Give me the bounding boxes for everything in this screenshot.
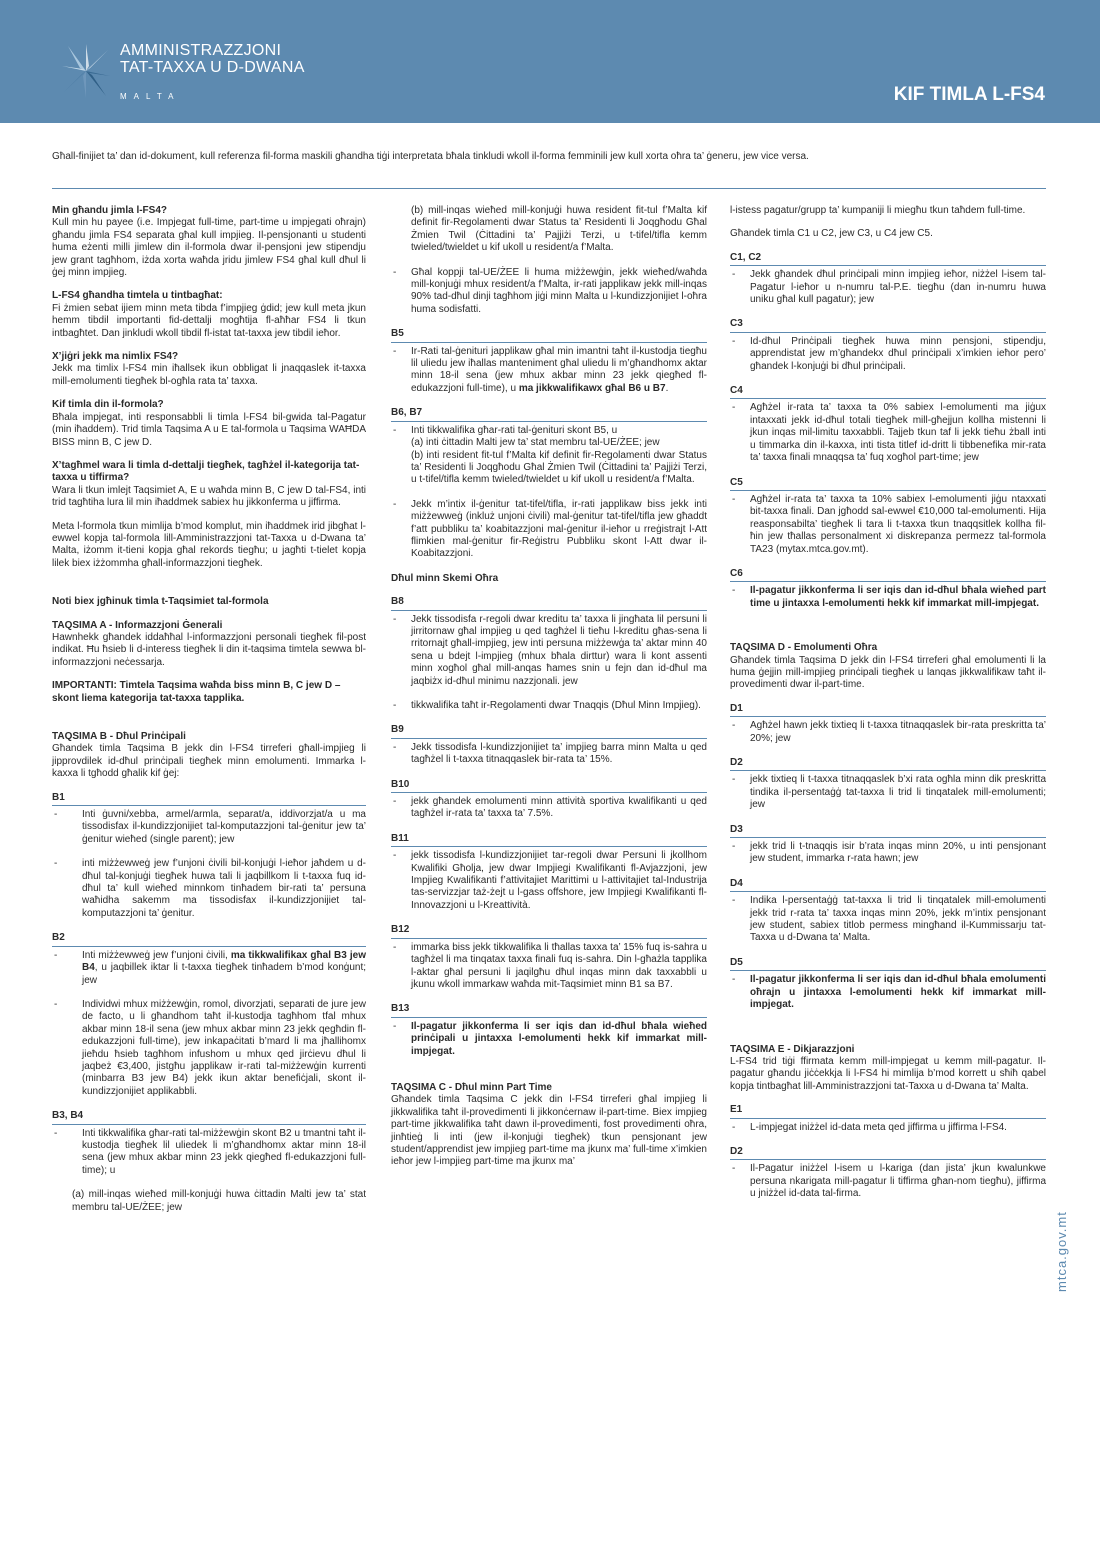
- code-d4: D4: [730, 878, 1046, 892]
- list-item: - Ir-Rati tal-ġenituri japplikaw għal min imantni taħt il-kustodja tiegħu lil uliedu jew iħallas manteniment għal uliedu li m’għandhomx aktar minn 18-il sena (jew mhux akbar minn 23 jekk qiegħed fl-edukazzjoni full-time), u ma jikkwalifikawx għal B6 u B7.: [393, 345, 707, 394]
- list-item: - Inti tikkwalifika għar-rati tal-ġenituri skont B5, u: [393, 424, 618, 436]
- sub-item: (a) inti ċittadin Malti jew ta’ stat membru tal-UE/ŻEE; jew: [411, 437, 660, 449]
- code-b5: B5: [391, 328, 707, 342]
- intro-text: Għall-finijiet ta’ dan id-dokument, kull referenza fil-forma maskili għandha tiġi interpretata bħala tinkludi wkoll il-forma femminili jew kull xorta oħra ta’ ġeneru, jew vice versa.: [52, 151, 809, 162]
- list-item: - Id-dħul Prinċipali tiegħek huwa minn pensjoni, stipendju, apprendistat jew m’għandekx dħul prinċipali x’imkien ieħor pero’ għandek l-konjuġi bi dħul prinċipali.: [732, 335, 1046, 372]
- code-b13: B13: [391, 1003, 707, 1017]
- code-e1: E1: [730, 1104, 1046, 1118]
- list-item: - Il-pagatur jikkonferma li ser iqis dan id-dħul bħala emolumenti oħrajn u jintaxxa l-emolumenti hekk kif immarkat mill-impjegat.: [732, 974, 1046, 1011]
- important-note: IMPORTANTI: Timtela Taqsima waħda biss minn B, C jew D – skont liema kategorija tat-taxxa tapplika.: [52, 680, 341, 704]
- list-item: - Il-Pagatur iniżżel l-isem u l-kariga (dan jista’ jkun kwalunkwe persuna nkarigata mill-pagatur li tiffirma għan-nom tiegħu), jiffirma u jniżżel id-data tal-firma.: [732, 1163, 1046, 1200]
- list-item: - jekk tixtieq li t-taxxa titnaqqaslek b’xi rata ogħla minn dik preskritta tindika il-persentaġġ tat-taxxa li trid li tinqatalek mill-emolumenti; jew: [732, 774, 1046, 811]
- column-2: [391, 205, 707, 1180]
- code-d5: D5: [730, 957, 1046, 971]
- question-heading: X’tagħmel wara li timla d-dettalji tiegħek, tagħżel il-kategorija tat-taxxa u tiffirma?: [52, 459, 360, 484]
- code-b11: B11: [391, 833, 707, 847]
- paragraph: Bħala impjegat, inti responsabbli li timla l-FS4 bil-gwida tal-Pagatur (min iħaddem). Trid timla Taqsima A u E tal-formola u Taqsima WAĦDA BISS minn B, C jew D.: [52, 411, 366, 448]
- code-b2: B2: [52, 932, 366, 946]
- section-d-heading: TAQSIMA D - Emolumenti Oħra: [730, 642, 878, 654]
- code-e2: D2: [730, 1146, 1046, 1160]
- question-heading: L-FS4 għandha timtela u tintbagħat:: [52, 290, 223, 302]
- list-item: - Agħżel hawn jekk tixtieq li t-taxxa titnaqqaslek bir-rata preskritta ta’ 20%; jew: [732, 720, 1046, 744]
- list-item: - Il-pagatur jikkonferma li ser iqis dan id-dħul bħala wieħed prinċipali u jintaxxa l-emolumenti hekk kif immarkat mill-impjegat.: [393, 1020, 707, 1057]
- list-item: - Jekk tissodisfa l-kundizzjonijiet ta’ impjieg barra minn Malta u qed tagħżel li t-taxxa titnaqqaslek bir-rata ta’ 15%.: [393, 741, 707, 766]
- logo-icon: [60, 42, 112, 100]
- org-line-1: AMMINISTRAZZJONI: [120, 42, 282, 59]
- column-3: [730, 205, 1046, 1213]
- code-b10: B10: [391, 779, 707, 793]
- sub-item: (a) mill-inqas wieħed mill-konjuġi huwa ċittadin Malti jew ta’ stat membru tal-UE/ŻEE; jew: [72, 1189, 366, 1213]
- code-b8: B8: [391, 596, 707, 610]
- column-1: [52, 205, 366, 1226]
- org-line-3: MALTA: [120, 92, 181, 101]
- question-heading: Kif timla din il-formola?: [52, 399, 164, 411]
- code-b12: B12: [391, 924, 707, 938]
- code-b3-b4: B3, B4: [52, 1110, 366, 1124]
- list-item: - Il-pagatur jikkonferma li ser iqis dan id-dħul bħala wieħed part time u jintaxxa l-emolumenti hekk kif immarkat mill-impjegat.: [732, 585, 1046, 609]
- paragraph: Għandek timla Taqsima B jekk din l-FS4 tirreferi għall-impjieg li jipprovdilek id-dħul prinċipali tiegħek minn emolumenti. Immarka l-kaxxa li tgħodd għalik kif ġej:: [52, 743, 366, 780]
- code-d1: D1: [730, 703, 1046, 717]
- list-item: - jekk għandek emolumenti minn attività sportiva kwalifikanti u qed tagħżel ir-rata ta’ taxxa ta’ 7.5%.: [393, 796, 707, 820]
- notes-title: Noti biex jgħinuk timla t-Taqsimiet tal-formola: [52, 596, 269, 608]
- sub-item: (b) inti resident fit-tul f’Malta kif definit fir-Regolamenti dwar Status ta’ Residenti li Joqgħodu Għal Żmien Twil (Ċittadini ta’ Pajjiżi Terzi, u t-tifel/tifla kemm twieled/twieldet u kif ukoll u resident/a f’Malta.: [411, 449, 707, 486]
- list-item: - Jekk m’intix il-ġenitur tat-tifel/tifla, ir-rati japplikaw biss jekk inti miżżewweġ (inkluż unjoni ċivili) mal-ġenitur tat-tifel/tifla jew għaddt f’att pubbliku ta’ koabitazzjoni mal-ġenitur il-ieħor u rreġistrajt l-Att flimkien mal-ġenitur fir-Reġistru Pubbliku skont l-Att dwar il-Koabitazzjoni.: [393, 498, 707, 560]
- list-item: - Għal koppji tal-UE/ŻEE li huma miżżewġin, jekk wieħed/waħda mill-konjuġi mhux resident/a f’Malta, ir-rati japplikaw jekk mill-inqas 90% tad-dħul dinji tagħhom jiġi minn Malta u l-kundizzjonijiet l-oħra huma sodisfatti.: [393, 266, 707, 315]
- list-item: - Agħżel ir-rata ta’ taxxa ta 0% sabiex l-emolumenti ma jiġux intaxxati jekk id-dħul totali tiegħek mill-għejjun kollha mistenni li jkun inqas mil-limitu taxxabbli. Tajjeb tkun taf li jekk tieħu żball inti u timmarka din il-kaxxa, inti tista titlef id-dritt li tibbenefika mir-rata ta’ taxxa finali mnaqqsa ta’ fuq xogħol part-time; jew: [732, 402, 1046, 464]
- list-item: - Agħżel ir-rata ta’ taxxa ta 10% sabiex l-emolumenti jiġu ntaxxati bit-taxxa finali. Dan jgħodd sal-ewwel €10,000 tal-emolumenti. Hija reasponsabilta’ tiegħek li tara li t-taxxa tkun tnaqqsitlek kollha fil-ħin jew tħallas personalment xi diskrepanza permezz tal-formola TA23 (mytax.mtca.gov.mt).: [732, 493, 1046, 555]
- document-title: KIF TIMLA L-FS4: [893, 84, 1045, 105]
- code-d2: D2: [730, 757, 1046, 771]
- paragraph: Fi żmien sebat ijiem minn meta tibda f’impjieg ġdid; jew kull meta jkun hemm tibdil importanti fid-dettalji mogħtija fl-aħħar FS4 li tkun intbagħtet. Dan jinkludi wkoll tibdil fl-istat tat-taxxa jew tibdil ieħor.: [52, 302, 366, 339]
- paragraph: L-FS4 trid tiġi ffirmata kemm mill-impjegat u kemm mill-pagatur. Il-pagatur għandu jiċċekkja li l-FS4 hi mimlija b’mod korrett u sħiħ qabel kopja tintbagħat lill-Amministrazzjoni tat-Taxxa u d-Dwana ta’ Malta.: [730, 1055, 1046, 1092]
- code-b9: B9: [391, 724, 707, 738]
- section-b-heading: TAQSIMA B - Dħul Prinċipali: [52, 731, 186, 742]
- org-line-2: TAT-TAXXA U D-DWANA: [120, 59, 305, 76]
- list-item: - tikkwalifika taħt ir-Regolamenti dwar Tnaqqis (Dħul Minn Impjieg).: [393, 700, 701, 711]
- list-item: - Inti ġuvni/xebba, armel/armla, separat/a, iddivorzjat/a u ma tissodisfax il-kundizzjonijiet tal-komputazzjoni tal-ġenitur jew ta’ ġenitur wieħed (single parent); jew: [54, 809, 366, 845]
- paragraph: Wara li tkun imlejt Taqsimiet A, E u waħda minn B, C jew D tal-FS4, inti trid tagħtiha lura lil min iħaddmek sabiex hu jikkonferma u jiffirma.: [52, 484, 366, 509]
- question-heading: Min għandu jimla l-FS4?: [52, 205, 167, 216]
- list-item: - jekk tissodisfa l-kundizzjonijiet tar-regoli dwar Persuni li jkollhom Kwalifiki Għolja, jew dwar Impjiegi Kwalifikanti fl-Avjazzjoni, jew Impjieg Kwalifikanti f’attivitajiet Marittimi u l-attivitajiet tal-Industrija tas-servizzjar taż-żejt u l-gass offshore, jew Impjiegi Kwalifikanti fl-Innovazzjoni u l-Kreattività.: [393, 850, 707, 911]
- paragraph: Kull min hu payee (i.e. Impjegat full-time, part-time u impjegati oħrajn) għandu jimla FS4 separata għal kull impjieg. Il-pensjonanti u studenti huma eżenti milli jimlew din il-formola dwar il-pensjoni jew stipendju jew grant tagħhom, iżda xorta waħda jridu jimlew FS4 għal kull dħul li ġej minn impjieg.: [52, 217, 366, 279]
- list-item: - Inti miżżewweġ jew f’unjoni ċivili, ma tikkwalifikax għal B3 jew B4, u jaqbillek iktar li t-taxxa tiegħek tinħadem b’mod konġunt; jew: [54, 949, 367, 986]
- list-item: - Indika l-persentaġġ tat-taxxa li trid li tinqatalek mill-emolumenti jekk trid r-rata ta’ taxxa inqas minn 20%, jekk m’intix pensjonant jew student, sabiex titlob permess mingħand il-Kummissarju tat-Taxxa u d-Dwana ta’ Malta.: [732, 895, 1046, 944]
- code-b6-b7: B6, B7: [391, 407, 707, 421]
- header-banner: [0, 0, 1100, 123]
- paragraph: Għandek timla Taqsima D jekk din l-FS4 tirreferi għal emolumenti li la huma ġejjin mill-impjieg prinċipali tiegħek u lanqas jikkwalifikaw taħt il-provedimenti dwar il-part-time.: [730, 654, 1046, 691]
- paragraph: Għandek timla C1 u C2, jew C3, u C4 jew C5.: [730, 228, 933, 240]
- list-item: - L-impjegat iniżżel id-data meta qed jiffirma u jiffirma l-FS4.: [732, 1121, 1007, 1133]
- code-c5: C5: [730, 477, 1046, 491]
- code-c1-c2: C1, C2: [730, 252, 1046, 266]
- section-e-heading: TAQSIMA E - Dikjarazzjoni: [730, 1043, 855, 1055]
- other-schemes-heading: Dħul minn Skemi Oħra: [391, 572, 499, 584]
- list-item: - inti miżżewweġ jew f’unjoni ċivili bil-konjuġi l-ieħor jaħdem u d-dħul tal-konjuġi tiegħek huwa tali li jaqbillkom li t-taxxa fuq id-dħul ta’ kull wieħed minnkom tinħadem bir-rati ta’ persuna waħidha sakemm ma tissodisfax il-kundizzjonijiet tal-komputazzjoni ta’ ġenitur.: [54, 858, 366, 919]
- paragraph: Meta l-formola tkun mimlija b’mod komplut, min iħaddmek irid jibgħat l-ewwel kopja tal-formola lill-Amministrazzjoni tat-Taxxa u d-Dwana ta’ Malta, iżomm it-tieni kopja għal rekords tiegħu; u jagħti t-tielet kopja lilek biex iżżommha għall-informazzjoni tiegħek.: [52, 520, 366, 569]
- code-c6: C6: [730, 568, 1046, 582]
- section-a-heading: TAQSIMA A - Informazzjoni Ġenerali: [52, 619, 223, 631]
- paragraph: l-istess pagatur/grupp ta’ kumpaniji li miegħu tkun taħdem full-time.: [730, 205, 1026, 216]
- section-c-heading: TAQSIMA C - Dħul minn Part Time: [391, 1081, 552, 1093]
- divider: [52, 188, 1046, 189]
- question-heading: X’jiġri jekk ma nimlix FS4?: [52, 351, 179, 363]
- code-c4: C4: [730, 385, 1046, 399]
- list-item: - jekk trid li t-tnaqqis isir b’rata inqas minn 20%, u inti pensjonant jew student, immarka r-rata hawn; jew: [732, 841, 1046, 865]
- paragraph: Jekk ma timlix l-FS4 min iħallsek ikun obbligat li jnaqqaslek it-taxxa mill-emolumenti tiegħek bl-ogħla rata ta’ taxxa.: [52, 363, 366, 387]
- list-item: - Inti tikkwalifika għar-rati tal-miżżewġin skont B2 u tmantni taħt il-kustodja tiegħek lil uliedek li m’għandhomx aktar minn 18-il sena (jew mhux akbar minn 23 jekk qiegħed fl-edukazzjoni full-time); u: [54, 1127, 366, 1176]
- website-side-text: mtca.gov.mt: [1054, 1211, 1069, 1292]
- code-d3: D3: [730, 824, 1046, 838]
- code-b1: B1: [52, 792, 366, 806]
- paragraph: Hawnhekk għandek iddaħħal l-informazzjoni personali tiegħek fil-post indikat. Ħu ħsieb li d-interess tiegħek li din it-taqsima timtela sewwa bl-informazzjoni neċessarja.: [52, 631, 366, 668]
- organization-name: [120, 42, 305, 105]
- paragraph: Għandek timla Taqsima C jekk din l-FS4 tirreferi għal impjieg li jikkwalifika taħt il-provedimenti li jikkonċernaw il-part-time. Biex impjieg part-time jikkwalifika taħt dawn il-provedimenti, fost provedimenti oħra, jinħtieġ li inti (jew il-konjuġi tiegħek) tkun pensjonant jew student/apprendist jew impjieg part-time ma jkunx ma’ full-time x’imkien ieħor jew l-impjieg part-time ma jkunx ma’: [391, 1094, 707, 1168]
- list-item: - Jekk għandek dħul prinċipali minn impjieg ieħor, niżżel l-isem tal-Pagatur l-ieħor u n-numru tal-P.E. tiegħu (dan in-numru huwa uniku għal kull pagatur); jew: [732, 269, 1046, 306]
- code-c3: C3: [730, 318, 1046, 332]
- list-item: - Jekk tissodisfa r-regoli dwar kreditu ta’ taxxa li jingħata lil persuni li jirritornaw għal impjieg u qed tagħżel li tieħu l-kreditu għas-sena li rritornajt għall-impjieg, jew inti persuna miżżewġa ta’ aktar minn 40 sena u bdejt l-impjieg (mhux bħala dirttur) wara li kont assenti minn xogħol għal mill-anqas ħames snin u fejn dan id-dħul ma jaqbiżx id-dħul minimu nazzjonali. jew: [393, 613, 707, 687]
- sub-item: (b) mill-inqas wieħed mill-konjuġi huwa resident fit-tul f’Malta kif definit fir-Regolamenti dwar Status ta’ Residenti li Joqgħodu Għal Żmien Twil (Ċittadini ta’ Pajjiżi Terzi, u t-tifel/tifla kemm twieled/twieldet u kif ukoll u resident/a f’Malta.: [411, 205, 707, 254]
- list-item: - immarka biss jekk tikkwalifika li tħallas taxxa ta’ 15% fuq is-sahra u tagħżel li ma tinqatax taxxa finali fuq is-sahra. Din l-għażla tapplika l-aktar għal persuni li jaqilgħu dħul inqas minn dak taxxabbli u jkunu wkoll immarkaw waħda mit-Taqsimiet minn B1 sa B7.: [393, 941, 707, 990]
- list-item: - Individwi mhux miżżewġin, romol, divorzjati, separati de jure jew de facto, u li għandhom taħt il-kustodja tagħhom tfal mhux akbar minn 18-il sena (jew mhux akbar minn 23 jekk qegħdin fl-edukazzjoni full-time), jew inkapaċitati b’mard li ma jħallihomx jieħdu ħsieb tagħhom infushom u mhux qed jirċievu dħul li jaqbeż €3,400, jistgħu japplikaw ir-rati tal-miżżewġin kurrenti (minbarra B3 jew B4) jekk ikun aktar benefiċjali, skont il-kundizzjonijiet applikabbli.: [54, 998, 366, 1097]
